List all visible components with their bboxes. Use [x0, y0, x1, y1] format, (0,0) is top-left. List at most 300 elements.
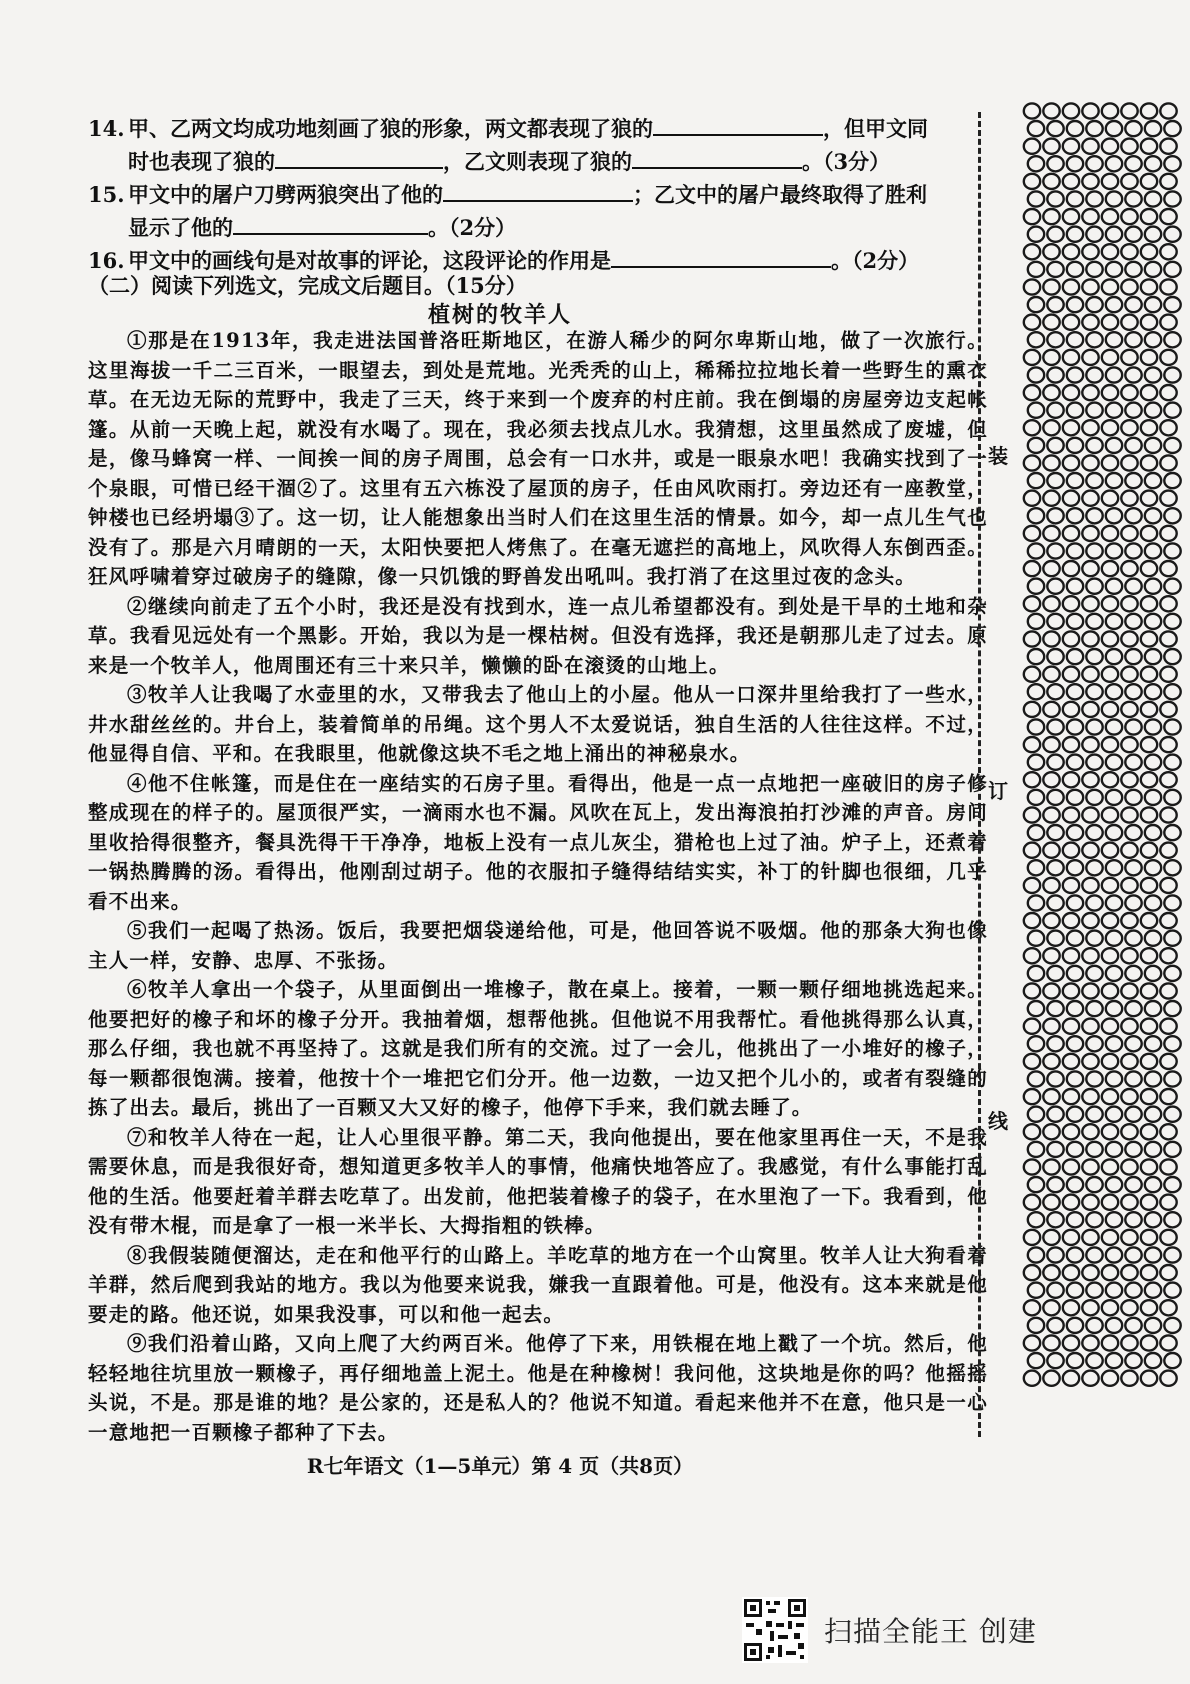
- bubble-circle: [1086, 1142, 1102, 1157]
- bubble-circle: [1082, 1230, 1098, 1245]
- answer-blank[interactable]: [632, 145, 802, 169]
- bubble-circle: [1102, 385, 1118, 400]
- bubble-circle: [1160, 174, 1176, 189]
- bubble-circle: [1063, 1230, 1079, 1245]
- bubble-circle: [1028, 438, 1044, 453]
- bubble-circle: [1125, 1036, 1141, 1051]
- bubble-circle: [1028, 332, 1044, 347]
- answer-blank[interactable]: [233, 211, 428, 235]
- bubble-circle: [1121, 878, 1137, 893]
- bubble-circle: [1145, 931, 1161, 946]
- bubble-circle: [1145, 473, 1161, 488]
- bubble-circle: [1024, 1089, 1040, 1104]
- bubble-grid: [1022, 102, 1190, 1392]
- bubble-circle: [1082, 1159, 1098, 1174]
- bubble-circle: [1164, 297, 1180, 312]
- bubble-circle: [1125, 1001, 1141, 1016]
- bubble-circle: [1145, 719, 1161, 734]
- bubble-circle: [1047, 332, 1063, 347]
- bubble-circle: [1086, 403, 1102, 418]
- bubble-circle: [1086, 262, 1102, 277]
- bubble-circle: [1121, 1265, 1137, 1280]
- essay-paragraph: ⑧我假装随便溜达，走在和他平行的山路上。羊吃草的地方在一个山窝里。牧羊人让大狗看着羊群，然后爬到我站的地方。我以为他要来说我，嫌我一直跟着他。可是，他没有。这本来就是他要走的路。他还说，如果我没事，可以和他一起去。: [88, 1243, 988, 1326]
- bubble-circle: [1125, 508, 1141, 523]
- bubble-circle: [1121, 983, 1137, 998]
- bubble-circle: [1082, 948, 1098, 963]
- bubble-circle: [1028, 649, 1044, 664]
- bubble-circle: [1145, 1177, 1161, 1192]
- bubble-circle: [1141, 244, 1157, 259]
- bubble-circle: [1160, 279, 1176, 294]
- bubble-circle: [1024, 772, 1040, 787]
- bubble-circle: [1024, 843, 1040, 858]
- bubble-circle: [1102, 244, 1118, 259]
- bubble-circle: [1063, 667, 1079, 682]
- bubble-circle: [1160, 1124, 1176, 1139]
- answer-blank[interactable]: [653, 112, 823, 136]
- bubble-circle: [1063, 244, 1079, 259]
- bubble-circle: [1082, 174, 1098, 189]
- bubble-circle: [1160, 1371, 1176, 1386]
- bubble-circle: [1160, 561, 1176, 576]
- bubble-circle: [1086, 1177, 1102, 1192]
- bubble-circle: [1043, 1159, 1059, 1174]
- bubble-circle: [1125, 1353, 1141, 1368]
- bubble-circle: [1164, 543, 1180, 558]
- bubble-circle: [1102, 561, 1118, 576]
- bubble-circle: [1125, 367, 1141, 382]
- bubble-circle: [1102, 209, 1118, 224]
- bubble-circle: [1164, 895, 1180, 910]
- bubble-circle: [1024, 1195, 1040, 1210]
- bubble-circle: [1164, 191, 1180, 206]
- bubble-circle: [1024, 103, 1040, 118]
- bubble-circle: [1086, 1318, 1102, 1333]
- answer-blank[interactable]: [443, 178, 633, 202]
- bubble-circle: [1121, 420, 1137, 435]
- bubble-circle: [1082, 1371, 1098, 1386]
- bubble-circle: [1043, 983, 1059, 998]
- bubble-circle: [1043, 279, 1059, 294]
- bubble-circle: [1160, 491, 1176, 506]
- bubble-circle: [1102, 139, 1118, 154]
- question-15: 15. 甲文中的屠户刀劈两狼突出了他的 ；乙文中的屠户最终取得了胜利: [88, 178, 993, 211]
- bubble-circle: [1067, 1071, 1083, 1086]
- bubble-circle: [1164, 1001, 1180, 1016]
- bubble-circle: [1145, 1107, 1161, 1122]
- bubble-circle: [1145, 403, 1161, 418]
- bubble-circle: [1082, 491, 1098, 506]
- bubble-circle: [1164, 1036, 1180, 1051]
- bubble-circle: [1047, 684, 1063, 699]
- bubble-circle: [1160, 455, 1176, 470]
- question-14-cont: 时也表现了狼的 ，乙文则表现了狼的 。（3分）: [88, 145, 993, 178]
- bubble-circle: [1043, 631, 1059, 646]
- questions-block: [88, 112, 993, 277]
- bubble-circle: [1121, 702, 1137, 717]
- bubble-circle: [1121, 279, 1137, 294]
- bubble-circle: [1102, 1300, 1118, 1315]
- bubble-circle: [1043, 702, 1059, 717]
- bubble-circle: [1024, 702, 1040, 717]
- bubble-circle: [1102, 596, 1118, 611]
- bubble-circle: [1164, 1212, 1180, 1227]
- bubble-circle: [1043, 139, 1059, 154]
- bubble-circle: [1086, 790, 1102, 805]
- bubble-circle: [1102, 631, 1118, 646]
- bubble-circle: [1086, 156, 1102, 171]
- bubble-circle: [1086, 684, 1102, 699]
- bubble-circle: [1028, 1247, 1044, 1262]
- essay-paragraph: ⑤我们一起喝了热汤。饭后，我要把烟袋递给他，可是，他回答说不吸烟。他的那条大狗也像主人一样，安静、忠厚、不张扬。: [88, 919, 988, 972]
- bubble-circle: [1082, 667, 1098, 682]
- bubble-circle: [1086, 367, 1102, 382]
- bubble-circle: [1106, 403, 1122, 418]
- bubble-circle: [1028, 1001, 1044, 1016]
- bubble-circle: [1121, 772, 1137, 787]
- bubble-circle: [1102, 1371, 1118, 1386]
- bubble-circle: [1121, 631, 1137, 646]
- question-number: 14.: [88, 116, 125, 141]
- bubble-circle: [1063, 1195, 1079, 1210]
- bubble-circle: [1164, 1107, 1180, 1122]
- bubble-circle: [1028, 1036, 1044, 1051]
- bubble-circle: [1043, 948, 1059, 963]
- bubble-circle: [1164, 508, 1180, 523]
- bubble-circle: [1121, 209, 1137, 224]
- bubble-circle: [1028, 790, 1044, 805]
- bubble-circle: [1160, 631, 1176, 646]
- bubble-circle: [1028, 1107, 1044, 1122]
- bubble-circle: [1047, 191, 1063, 206]
- bubble-circle: [1067, 332, 1083, 347]
- bubble-circle: [1024, 1230, 1040, 1245]
- bubble-circle: [1047, 262, 1063, 277]
- bubble-circle: [1141, 772, 1157, 787]
- bubble-circle: [1102, 1265, 1118, 1280]
- bubble-circle: [1082, 350, 1098, 365]
- bubble-circle: [1102, 1159, 1118, 1174]
- bubble-circle: [1047, 1001, 1063, 1016]
- bubble-circle: [1047, 473, 1063, 488]
- bubble-circle: [1164, 649, 1180, 664]
- bubble-circle: [1141, 913, 1157, 928]
- bubble-circle: [1067, 1107, 1083, 1122]
- bubble-circle: [1106, 367, 1122, 382]
- bubble-circle: [1043, 1335, 1059, 1350]
- bubble-circle: [1102, 667, 1118, 682]
- bubble-circle: [1082, 702, 1098, 717]
- bubble-circle: [1082, 455, 1098, 470]
- bubble-circle: [1063, 843, 1079, 858]
- bubble-circle: [1082, 1054, 1098, 1069]
- bubble-circle: [1024, 1019, 1040, 1034]
- bubble-circle: [1164, 719, 1180, 734]
- bubble-circle: [1043, 1230, 1059, 1245]
- bubble-circle: [1063, 1300, 1079, 1315]
- bubble-circle: [1106, 790, 1122, 805]
- bubble-circle: [1145, 1001, 1161, 1016]
- bubble-circle: [1121, 350, 1137, 365]
- bubble-circle: [1047, 1071, 1063, 1086]
- bubble-circle: [1063, 1159, 1079, 1174]
- bubble-circle: [1028, 614, 1044, 629]
- bubble-circle: [1086, 1071, 1102, 1086]
- bubble-circle: [1141, 350, 1157, 365]
- bubble-circle: [1082, 807, 1098, 822]
- bubble-circle: [1160, 667, 1176, 682]
- bubble-circle: [1145, 438, 1161, 453]
- bubble-circle: [1067, 156, 1083, 171]
- bubble-circle: [1125, 966, 1141, 981]
- bubble-circle: [1125, 191, 1141, 206]
- bubble-circle: [1043, 1265, 1059, 1280]
- bubble-circle: [1082, 385, 1098, 400]
- answer-blank[interactable]: [611, 244, 831, 268]
- bubble-circle: [1141, 526, 1157, 541]
- bubble-circle: [1043, 244, 1059, 259]
- bubble-circle: [1121, 596, 1137, 611]
- bubble-circle: [1047, 156, 1063, 171]
- bubble-circle: [1145, 191, 1161, 206]
- bubble-circle: [1164, 227, 1180, 242]
- bubble-circle: [1141, 1019, 1157, 1034]
- bubble-circle: [1047, 403, 1063, 418]
- bubble-circle: [1086, 1353, 1102, 1368]
- bubble-circle: [1063, 315, 1079, 330]
- bubble-circle: [1121, 1195, 1137, 1210]
- bubble-circle: [1160, 350, 1176, 365]
- bubble-circle: [1145, 895, 1161, 910]
- bubble-circle: [1106, 1283, 1122, 1298]
- bubble-circle: [1125, 262, 1141, 277]
- bubble-circle: [1024, 526, 1040, 541]
- bubble-circle: [1106, 191, 1122, 206]
- bubble-circle: [1028, 966, 1044, 981]
- bubble-circle: [1102, 913, 1118, 928]
- bubble-circle: [1102, 315, 1118, 330]
- bubble-circle: [1160, 1300, 1176, 1315]
- bubble-circle: [1164, 121, 1180, 136]
- bubble-circle: [1160, 1019, 1176, 1034]
- bubble-circle: [1164, 1177, 1180, 1192]
- bubble-circle: [1164, 614, 1180, 629]
- bubble-circle: [1028, 1353, 1044, 1368]
- bubble-circle: [1106, 1071, 1122, 1086]
- bubble-circle: [1141, 1054, 1157, 1069]
- bubble-circle: [1047, 825, 1063, 840]
- bubble-circle: [1067, 790, 1083, 805]
- bubble-circle: [1141, 667, 1157, 682]
- bubble-circle: [1028, 931, 1044, 946]
- bubble-circle: [1106, 156, 1122, 171]
- bubble-circle: [1141, 1124, 1157, 1139]
- bubble-circle: [1063, 1265, 1079, 1280]
- bubble-circle: [1121, 1054, 1137, 1069]
- bubble-circle: [1063, 1124, 1079, 1139]
- bubble-circle: [1028, 755, 1044, 770]
- bubble-circle: [1043, 843, 1059, 858]
- bubble-circle: [1063, 174, 1079, 189]
- bubble-circle: [1106, 860, 1122, 875]
- bubble-circle: [1028, 1142, 1044, 1157]
- bubble-circle: [1043, 1019, 1059, 1034]
- bubble-circle: [1024, 1159, 1040, 1174]
- bubble-circle: [1067, 543, 1083, 558]
- bubble-circle: [1082, 526, 1098, 541]
- bubble-circle: [1063, 1089, 1079, 1104]
- bubble-circle: [1067, 1247, 1083, 1262]
- bubble-circle: [1063, 209, 1079, 224]
- bubble-circle: [1086, 191, 1102, 206]
- bubble-circle: [1145, 543, 1161, 558]
- bubble-circle: [1028, 825, 1044, 840]
- bubble-circle: [1102, 702, 1118, 717]
- bubble-circle: [1125, 543, 1141, 558]
- bubble-circle: [1024, 1300, 1040, 1315]
- bubble-circle: [1028, 227, 1044, 242]
- bubble-circle: [1121, 315, 1137, 330]
- bubble-circle: [1086, 438, 1102, 453]
- bubble-circle: [1106, 649, 1122, 664]
- bubble-circle: [1067, 931, 1083, 946]
- bubble-circle: [1145, 1212, 1161, 1227]
- bubble-circle: [1067, 1212, 1083, 1227]
- bubble-circle: [1024, 139, 1040, 154]
- bubble-circle: [1082, 737, 1098, 752]
- bubble-circle: [1141, 561, 1157, 576]
- bubble-circle: [1067, 1001, 1083, 1016]
- bubble-circle: [1160, 913, 1176, 928]
- bubble-circle: [1125, 1071, 1141, 1086]
- bubble-circle: [1067, 684, 1083, 699]
- bubble-circle: [1047, 1353, 1063, 1368]
- bubble-circle: [1106, 1142, 1122, 1157]
- bubble-circle: [1102, 491, 1118, 506]
- bubble-circle: [1082, 1124, 1098, 1139]
- bubble-circle: [1028, 895, 1044, 910]
- bubble-circle: [1160, 103, 1176, 118]
- bubble-circle: [1082, 315, 1098, 330]
- bubble-circle: [1164, 931, 1180, 946]
- question-14: 14. 甲、乙两文均成功地刻画了狼的形象，两文都表现了狼的 ，但甲文同: [88, 112, 993, 145]
- bubble-circle: [1141, 1159, 1157, 1174]
- bubble-circle: [1024, 491, 1040, 506]
- bubble-circle: [1086, 1036, 1102, 1051]
- bubble-circle: [1067, 227, 1083, 242]
- bubble-circle: [1106, 1318, 1122, 1333]
- bubble-circle: [1145, 1071, 1161, 1086]
- bubble-circle: [1160, 385, 1176, 400]
- bubble-circle: [1164, 1318, 1180, 1333]
- bubble-circle: [1082, 103, 1098, 118]
- bubble-circle: [1164, 1247, 1180, 1262]
- bubble-circle: [1125, 227, 1141, 242]
- bubble-circle: [1102, 174, 1118, 189]
- bubble-circle: [1063, 420, 1079, 435]
- bubble-circle: [1164, 579, 1180, 594]
- bubble-circle: [1047, 227, 1063, 242]
- bubble-circle: [1106, 825, 1122, 840]
- bubble-circle: [1160, 420, 1176, 435]
- bubble-circle: [1063, 807, 1079, 822]
- bubble-circle: [1121, 244, 1137, 259]
- bubble-circle: [1145, 1318, 1161, 1333]
- bubble-circle: [1047, 931, 1063, 946]
- bubble-circle: [1063, 139, 1079, 154]
- bubble-circle: [1125, 297, 1141, 312]
- bubble-circle: [1024, 1265, 1040, 1280]
- essay-paragraph: ④他不住帐篷，而是住在一座结实的石房子里。看得出，他是一点一点地把一座破旧的房子修整成现在的样子的。屋顶很严实，一滴雨水也不漏。风吹在瓦上，发出海浪拍打沙滩的声音。房间里收拾得很整齐，餐具洗得干干净净，地板上没有一点儿灰尘，猎枪也上过了油。炉子上，还煮着一锅热腾腾的汤。看得出，他刚刮过胡子。他的衣服扣子缝得结结实实，补丁的针脚也很细，几乎看不出来。: [88, 771, 988, 913]
- binding-char-zhuang: 装: [988, 444, 1008, 468]
- bubble-circle: [1063, 455, 1079, 470]
- bubble-circle: [1141, 491, 1157, 506]
- bubble-circle: [1082, 244, 1098, 259]
- section-heading: （二）阅读下列选文，完成文后题目。（15分）: [88, 273, 527, 298]
- bubble-circle: [1082, 878, 1098, 893]
- bubble-circle: [1160, 244, 1176, 259]
- bubble-circle: [1047, 1247, 1063, 1262]
- bubble-circle: [1164, 790, 1180, 805]
- bubble-circle: [1160, 1089, 1176, 1104]
- bubble-circle: [1086, 755, 1102, 770]
- bubble-circle: [1106, 332, 1122, 347]
- bubble-circle: [1125, 473, 1141, 488]
- bubble-circle: [1121, 1124, 1137, 1139]
- bubble-circle: [1145, 508, 1161, 523]
- bubble-circle: [1082, 1335, 1098, 1350]
- bubble-circle: [1141, 1300, 1157, 1315]
- essay-paragraph: ③牧羊人让我喝了水壶里的水，又带我去了他山上的小屋。他从一口深井里给我打了一些水，井水甜丝丝的。井台上，装着简单的吊绳。这个男人不太爱说话，独自生活的人往往这样。不过，他显得自信、平和。在我眼里，他就像这块不毛之地上涌出的神秘泉水。: [88, 683, 988, 765]
- bubble-circle: [1043, 174, 1059, 189]
- bubble-circle: [1063, 1054, 1079, 1069]
- bubble-circle: [1141, 174, 1157, 189]
- bubble-circle: [1082, 843, 1098, 858]
- bubble-circle: [1145, 297, 1161, 312]
- bubble-circle: [1164, 156, 1180, 171]
- bubble-circle: [1164, 1283, 1180, 1298]
- bubble-circle: [1043, 455, 1059, 470]
- bubble-circle: [1063, 385, 1079, 400]
- bubble-circle: [1121, 526, 1137, 541]
- bubble-circle: [1067, 297, 1083, 312]
- bubble-circle: [1106, 227, 1122, 242]
- bubble-circle: [1047, 790, 1063, 805]
- bubble-circle: [1024, 948, 1040, 963]
- bubble-circle: [1086, 931, 1102, 946]
- bubble-circle: [1145, 684, 1161, 699]
- bubble-circle: [1043, 315, 1059, 330]
- bubble-circle: [1102, 772, 1118, 787]
- bubble-circle: [1160, 1195, 1176, 1210]
- bubble-circle: [1082, 561, 1098, 576]
- bubble-circle: [1160, 1335, 1176, 1350]
- bubble-circle: [1024, 1371, 1040, 1386]
- bubble-circle: [1043, 385, 1059, 400]
- answer-blank[interactable]: [275, 145, 443, 169]
- bubble-circle: [1102, 807, 1118, 822]
- bubble-circle: [1141, 455, 1157, 470]
- bubble-circle: [1082, 1195, 1098, 1210]
- bubble-circle: [1086, 895, 1102, 910]
- bubble-circle: [1145, 860, 1161, 875]
- bubble-circle: [1086, 649, 1102, 664]
- essay-paragraph: ⑦和牧羊人待在一起，让人心里很平静。第二天，我向他提出，要在他家里再住一天，不是我需要休息，而是我很好奇，想知道更多牧羊人的事情，他痛快地答应了。我感觉，有什么事能打乱他的生活。他要赶着羊群去吃草了。出发前，他把装着橡子的袋子，在水里泡了一下。我看到，他没有带木棍，而是拿了一根一米半长、大拇指粗的铁棒。: [88, 1125, 988, 1237]
- bubble-circle: [1086, 1247, 1102, 1262]
- bubble-circle: [1141, 878, 1157, 893]
- bubble-circle: [1164, 1142, 1180, 1157]
- bubble-circle: [1063, 948, 1079, 963]
